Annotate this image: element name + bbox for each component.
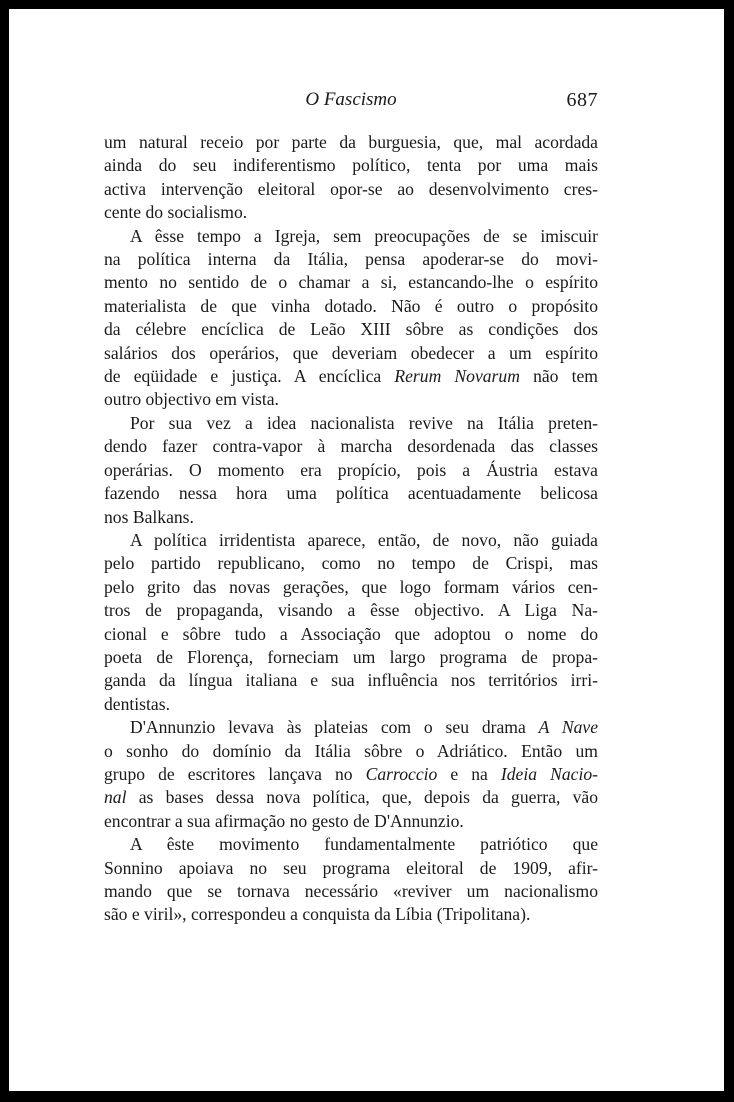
text-line: pelo partido republicano, como no tempo de Crispi, mas bbox=[104, 553, 598, 574]
text-line: da célebre encíclica de Leão XIII sôbre as condições dos bbox=[104, 319, 598, 340]
text-line: fazendo nessa hora uma política acentuadamente belicosa bbox=[104, 483, 598, 504]
text-line: A êste movimento fundamentalmente patriótico que bbox=[130, 834, 598, 855]
paragraph bbox=[104, 716, 598, 833]
text-line: encontrar a sua afirmação no gesto de D'Annunzio. bbox=[104, 810, 464, 831]
text-line: poeta de Florença, forneciam um largo programa de propa- bbox=[104, 646, 598, 667]
text-line: são e viril», correspondeu a conquista da Líbia (Tripolitana). bbox=[104, 904, 531, 925]
text-line: activa intervenção eleitoral opor-se ao desenvolvimento cres- bbox=[104, 178, 598, 199]
text-line: cente do socialismo. bbox=[104, 202, 248, 223]
text-line: mento no sentido de o chamar a si, estancando-lhe o espírito bbox=[104, 272, 598, 293]
book-page bbox=[9, 9, 724, 1091]
text-line: A êsse tempo a Igreja, sem preocupações de se imiscuir bbox=[130, 225, 598, 246]
page-number: 687 bbox=[566, 89, 598, 111]
italic-title: Ideia Nacio- bbox=[500, 763, 598, 784]
text-line: o sonho do domínio da Itália sôbre o Adriático. Então um bbox=[104, 740, 598, 761]
italic-title: A Nave bbox=[538, 717, 599, 738]
italic-title: nal bbox=[104, 787, 127, 808]
text-line: um natural receio por parte da burguesia, que, mal acordada bbox=[104, 132, 598, 152]
text-line: nos Balkans. bbox=[104, 506, 194, 527]
text-line: salários dos operários, que deveriam obedecer a um espírito bbox=[104, 342, 598, 363]
italic-title: Rerum Novarum bbox=[394, 366, 520, 387]
paragraph bbox=[104, 529, 598, 716]
text-line: mando que se tornava necessário «reviver um nacionalismo bbox=[104, 881, 598, 901]
running-head bbox=[104, 89, 598, 117]
text-line: materialista de que vinha dotado. Não é outro o propósito bbox=[104, 295, 598, 316]
text-line: dentistas. bbox=[104, 693, 170, 714]
text-line: cional e sôbre tudo a Associação que adoptou o nome do bbox=[104, 623, 598, 644]
text-line: ganda da língua italiana e sua influência nos territórios irri- bbox=[104, 670, 598, 691]
text-line: de eqüidade e justiça. A encíclica Rerum Novarum não tem bbox=[104, 366, 598, 387]
paragraph bbox=[104, 833, 598, 927]
running-title: O Fascismo bbox=[305, 89, 397, 110]
text-line: tros de propaganda, visando a êsse objectivo. A Liga Na- bbox=[104, 600, 598, 621]
paragraph bbox=[104, 412, 598, 529]
text-line: ainda do seu indiferentismo político, tenta por uma mais bbox=[104, 155, 598, 176]
text-line: A política irridentista aparece, então, de novo, não guiada bbox=[130, 529, 598, 550]
text-line: dendo fazer contra-vapor à marcha desordenada das classes bbox=[104, 436, 598, 457]
text-line: na política interna da Itália, pensa apoderar-se do movi- bbox=[104, 249, 598, 270]
italic-title: Carroccio bbox=[365, 763, 438, 784]
text-line: Por sua vez a idea nacionalista revive na Itália preten- bbox=[130, 412, 598, 433]
body-text bbox=[104, 131, 598, 927]
text-line: Sonnino apoiava no seu programa eleitoral de 1909, afir- bbox=[104, 857, 598, 878]
text-line: pelo grito das novas gerações, que logo formam vários cen- bbox=[104, 576, 598, 597]
text-line: operárias. O momento era propício, pois a Áustria estava bbox=[104, 459, 598, 480]
paragraph bbox=[104, 225, 598, 412]
text-line: outro objectivo em vista. bbox=[104, 389, 279, 410]
text-line: grupo de escritores lançava no Carroccio e na Ideia Nacio- bbox=[104, 763, 598, 784]
paragraph bbox=[104, 131, 598, 225]
text-line: D'Annunzio levava às plateias com o seu drama A Nave bbox=[130, 717, 599, 738]
text-line: nal as bases dessa nova política, que, depois da guerra, vão bbox=[104, 787, 598, 808]
